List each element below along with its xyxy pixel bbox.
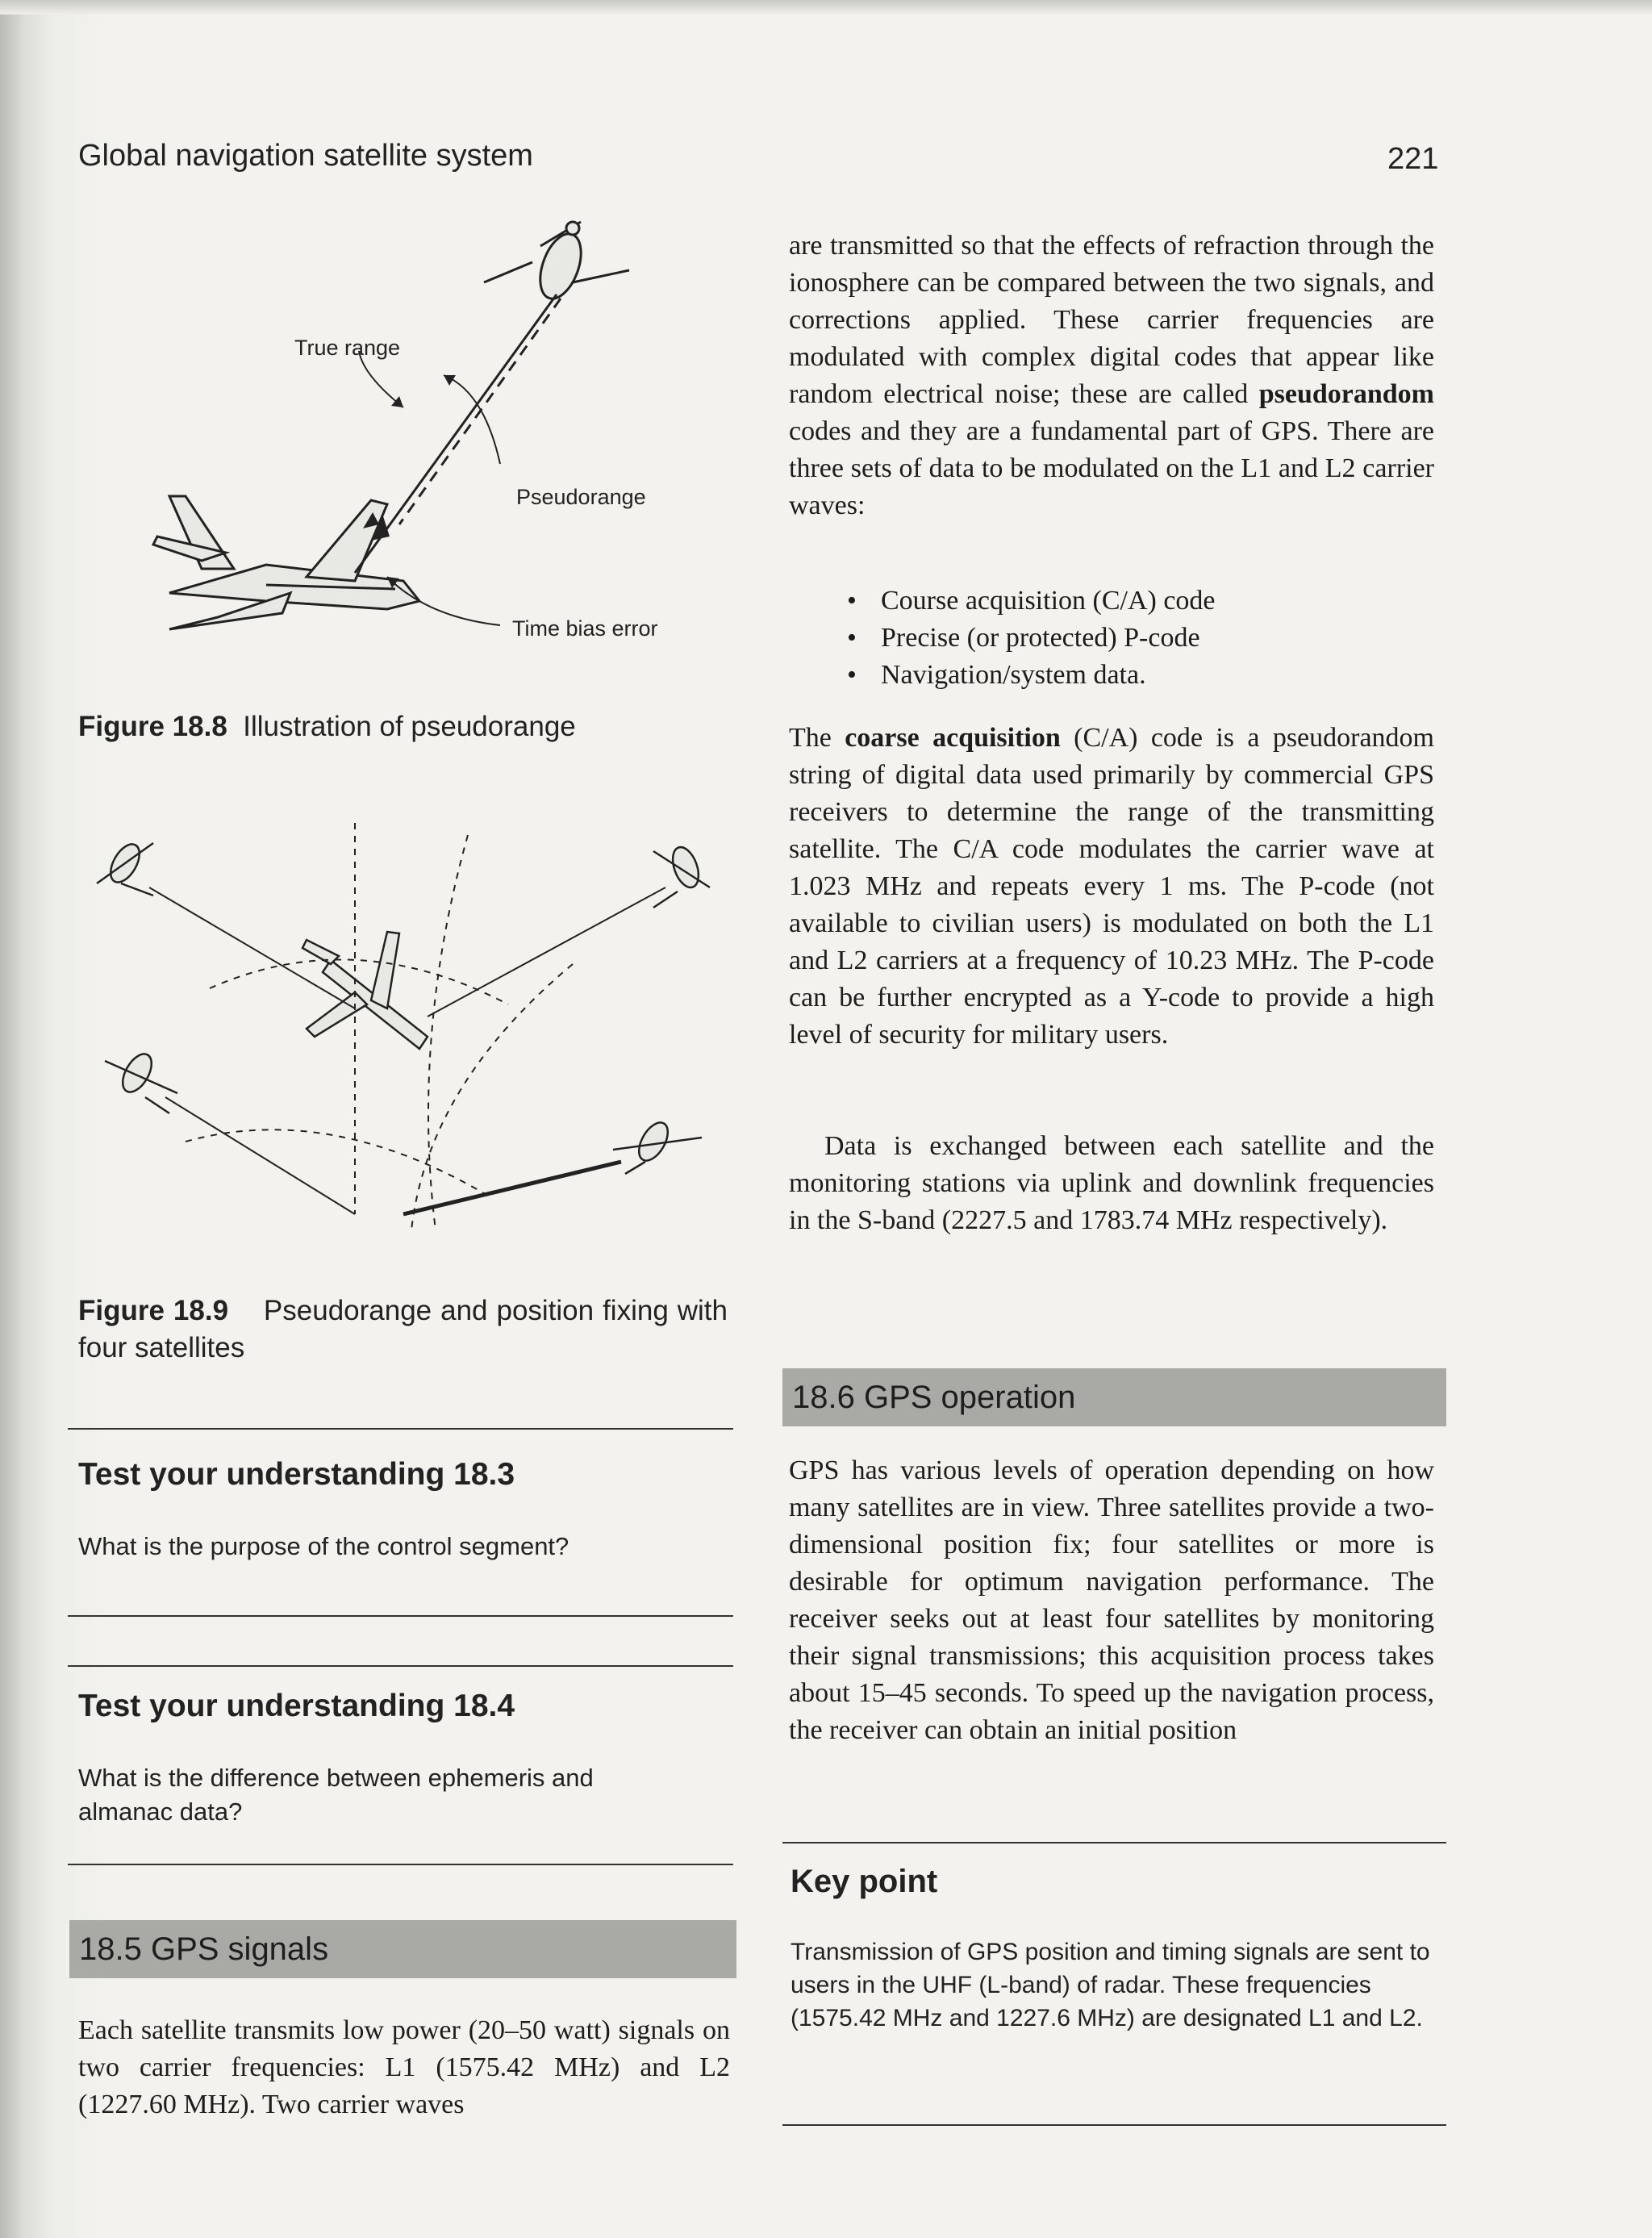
divider xyxy=(782,1842,1446,1843)
page-top-edge xyxy=(0,0,1652,15)
para1-cont-start: are transmitted so that the effects of refraction through the ionosphere can be compared between the two signals, and corrections applied. These carrier frequencies are modulated with complex digital codes that appear like random electrical noise; these are called xyxy=(789,231,1434,409)
divider xyxy=(68,1665,733,1667)
satellite-icon xyxy=(97,839,153,896)
section-18-6-para1: GPS has various levels of operation depending on how many satellites are in view. Three satellites provide a two-dimensional position fix; four satellites or more is desirable for optimum navigation performance. The receiver seeks out at least four satellites by monitoring their signal transmissions; this acquisition process takes about 15–45 seconds. To speed up the navigation process, the receiver can obtain an initial position xyxy=(789,1455,1434,1745)
tyu-18-3-question: What is the purpose of the control segment? xyxy=(78,1532,569,1560)
section-18-5-para3: Data is exchanged between each satellite and the monitoring stations via uplink and downlink frequencies in the S-band (2227.5 and 1783.74 MHz respectively). xyxy=(789,1131,1434,1235)
figure-18-8 xyxy=(121,206,686,666)
tyu-18-4-title: Test your understanding 18.4 xyxy=(78,1689,515,1723)
divider xyxy=(68,1615,733,1617)
figure-18-8-number: Figure 18.8 xyxy=(78,711,227,742)
list-item: • Precise (or protected) P-code xyxy=(847,620,1460,657)
section-18-5-para1: Each satellite transmits low power (20–50 watt) signals on two carrier frequencies: L1 (1575.42 MHz) and L2 (1227.60 MHz). Two carrier waves xyxy=(78,2015,730,2119)
term-pseudorandom: pseudorandom xyxy=(1258,379,1434,409)
satellite-icon xyxy=(613,1117,702,1174)
label-time-bias: Time bias error xyxy=(512,616,658,641)
satellite-icon xyxy=(484,222,629,304)
figure-18-9-caption xyxy=(78,1292,728,1367)
satellite-icon xyxy=(653,844,710,908)
para2-start: The xyxy=(789,723,845,753)
para1-cont-end: codes and they are a fundamental part of GPS. There are three sets of data to be modulated on the L1 and L2 carrier waves: xyxy=(789,416,1434,520)
airplane-icon xyxy=(302,932,428,1049)
list-item: • Navigation/system data. xyxy=(847,657,1460,694)
tyu-18-3-title: Test your understanding 18.3 xyxy=(78,1457,515,1492)
satellite-icon xyxy=(105,1049,177,1113)
divider xyxy=(68,1864,733,1865)
tyu-18-4-question: What is the difference between ephemeris and almanac data? xyxy=(78,1764,594,1826)
figure-18-9-number: Figure 18.9 xyxy=(78,1295,229,1326)
figure-18-9-text: Pseudorange and position fixing with four satellites xyxy=(78,1295,728,1363)
running-head: Global navigation satellite system xyxy=(78,139,533,173)
divider xyxy=(782,2124,1446,2126)
label-true-range: True range xyxy=(294,336,401,360)
divider xyxy=(68,1428,733,1430)
para2-end: (C/A) code is a pseudorandom string of digital data used primarily by commercial GPS receivers to determine the range of the transmitting satellite. The C/A code modulates the carrier wave at 1.023 MHz and repeats every 1 ms. The P-code (not available to civilian users) is modulated on both the L1 and L2 carriers at a frequency of 10.23 MHz. The P-code can be further encrypted as a Y-code to provide a high level of security for military users. xyxy=(789,723,1435,1050)
section-18-5-heading: 18.5 GPS signals xyxy=(69,1920,736,1978)
key-point-text: Transmission of GPS position and timing signals are sent to users in the UHF (L-band) of radar. These frequencies (1575.42 MHz and 1227.6 MHz) are designated L1 and L2. xyxy=(791,1939,1430,2031)
key-point-title: Key point xyxy=(791,1864,938,1899)
section-18-6-heading: 18.6 GPS operation xyxy=(782,1368,1446,1426)
carrier-data-list xyxy=(847,582,1460,694)
label-pseudorange: Pseudorange xyxy=(516,485,646,509)
figure-18-9 xyxy=(89,795,718,1279)
list-item: • Course acquisition (C/A) code xyxy=(847,582,1460,620)
section-18-5-para1-continued xyxy=(789,228,1434,524)
term-coarse-acquisition: coarse acquisition xyxy=(845,723,1061,753)
airplane-icon xyxy=(153,496,419,629)
section-18-5-para2 xyxy=(789,720,1434,1054)
figure-18-8-caption xyxy=(78,708,728,745)
figure-18-8-text: Illustration of pseudorange xyxy=(243,711,576,742)
page-number: 221 xyxy=(1387,142,1439,176)
